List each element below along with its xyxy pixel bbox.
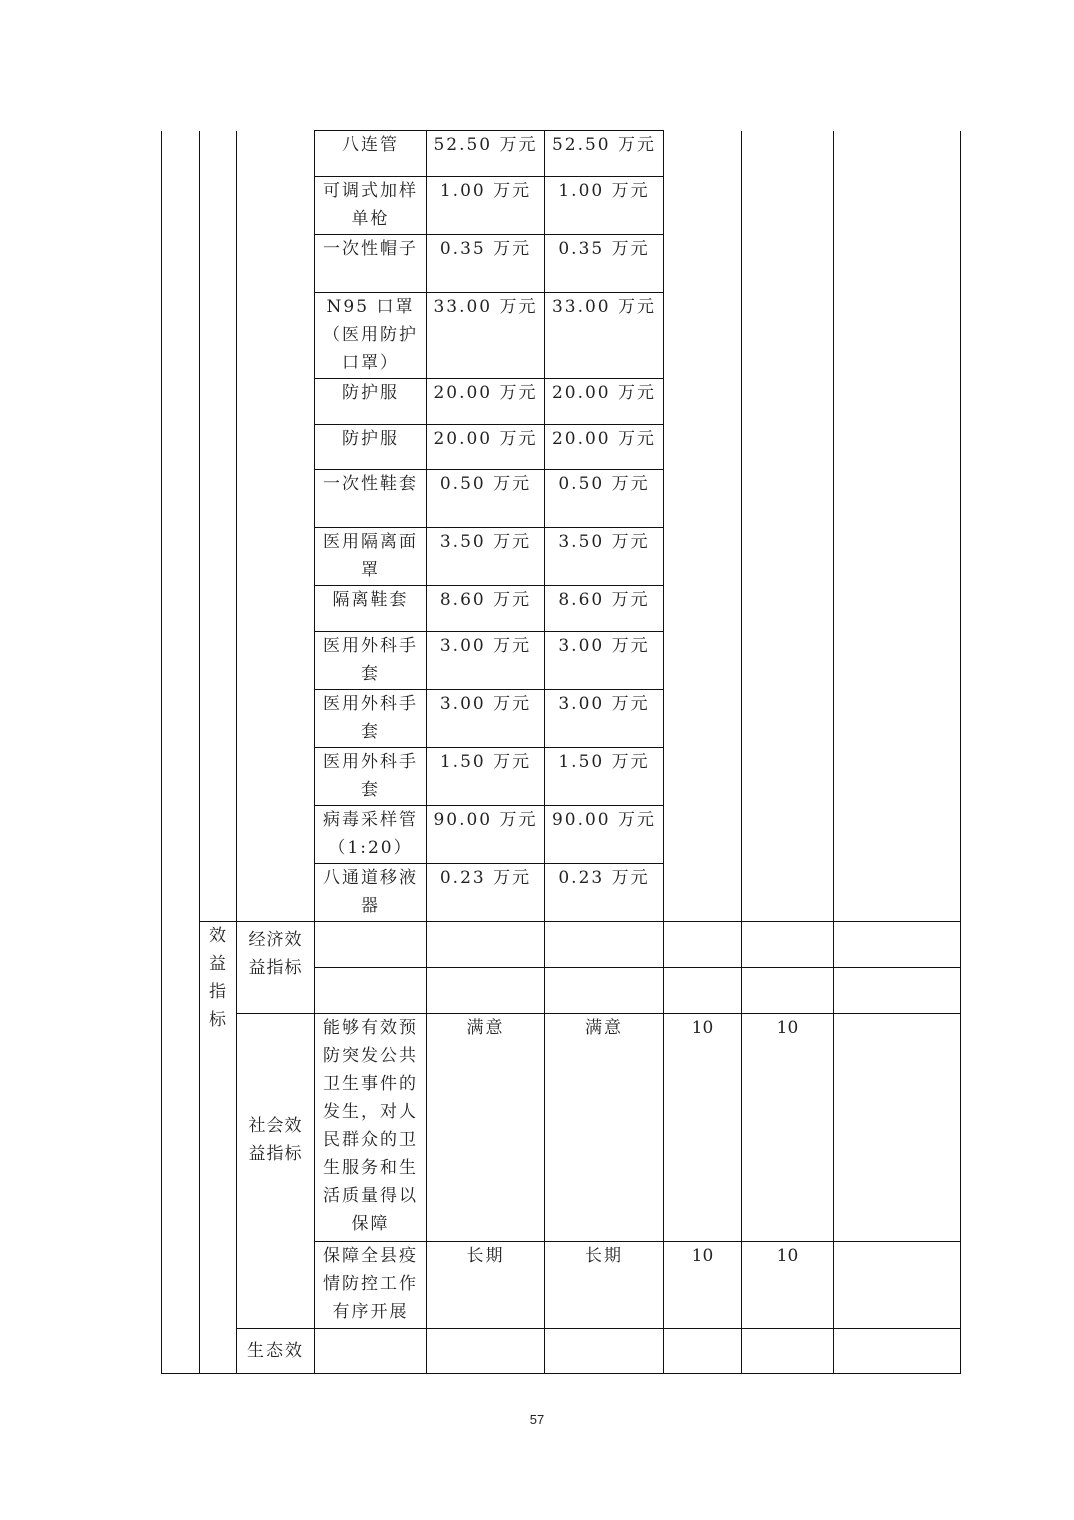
- empty-cell: [834, 1329, 961, 1374]
- item-name: 医用外科手套: [315, 632, 427, 690]
- item-name: 一次性帽子: [315, 235, 427, 293]
- item-planned: 3.00 万元: [427, 690, 545, 748]
- item-actual: 3.00 万元: [545, 690, 664, 748]
- item-planned: 90.00 万元: [427, 806, 545, 864]
- item-name: 防护服: [315, 425, 427, 470]
- item-planned: 3.00 万元: [427, 632, 545, 690]
- col8-blank: [742, 131, 834, 922]
- empty-cell: [315, 968, 427, 1014]
- item-planned: 1.50 万元: [427, 748, 545, 806]
- empty-cell: [742, 968, 834, 1014]
- social-actual: 长期: [545, 1242, 664, 1329]
- empty-cell: [427, 922, 545, 968]
- item-actual: 0.50 万元: [545, 470, 664, 528]
- item-name: 医用隔离面罩: [315, 528, 427, 586]
- social-weight: 10: [664, 1242, 742, 1329]
- item-planned: 20.00 万元: [427, 379, 545, 425]
- item-planned: 52.50 万元: [427, 131, 545, 177]
- item-name: 防护服: [315, 379, 427, 425]
- social-benefit-label: 社会效益指标: [237, 1014, 315, 1329]
- item-planned: 1.00 万元: [427, 177, 545, 235]
- item-actual: 33.00 万元: [545, 293, 664, 379]
- empty-cell: [427, 968, 545, 1014]
- item-planned: 0.35 万元: [427, 235, 545, 293]
- ecological-benefit-label: 生态效: [237, 1329, 315, 1374]
- empty-cell: [664, 922, 742, 968]
- page-number: 57: [529, 1412, 545, 1427]
- item-actual: 20.00 万元: [545, 379, 664, 425]
- empty-cell: [545, 922, 664, 968]
- empty-cell: [742, 1329, 834, 1374]
- item-name: 可调式加样单枪: [315, 177, 427, 235]
- social-weight: 10: [664, 1014, 742, 1242]
- empty-cell: [834, 968, 961, 1014]
- item-name: 病毒采样管（1:20）: [315, 806, 427, 864]
- col1-blank: [162, 131, 200, 1374]
- empty-cell: [664, 968, 742, 1014]
- empty-cell: [834, 1014, 961, 1242]
- social-indicator: 能够有效预防突发公共卫生事件的发生，对人民群众的卫生服务和生活质量得以保障: [315, 1014, 427, 1242]
- item-actual: 52.50 万元: [545, 131, 664, 177]
- social-score: 10: [742, 1242, 834, 1329]
- empty-cell: [834, 922, 961, 968]
- item-name: 八通道移液器: [315, 864, 427, 922]
- social-target: 满意: [427, 1014, 545, 1242]
- item-actual: 0.23 万元: [545, 864, 664, 922]
- item-name: 隔离鞋套: [315, 586, 427, 632]
- item-planned: 0.50 万元: [427, 470, 545, 528]
- item-actual: 3.50 万元: [545, 528, 664, 586]
- item-name: N95 口罩（医用防护口罩）: [315, 293, 427, 379]
- item-planned: 33.00 万元: [427, 293, 545, 379]
- item-actual: 3.00 万元: [545, 632, 664, 690]
- item-planned: 3.50 万元: [427, 528, 545, 586]
- social-actual: 满意: [545, 1014, 664, 1242]
- item-actual: 90.00 万元: [545, 806, 664, 864]
- empty-cell: [545, 1329, 664, 1374]
- item-actual: 8.60 万元: [545, 586, 664, 632]
- item-name: 八连管: [315, 131, 427, 177]
- performance-table: [161, 130, 961, 1374]
- social-indicator: 保障全县疫情防控工作有序开展: [315, 1242, 427, 1329]
- item-name: 医用外科手套: [315, 690, 427, 748]
- item-name: 一次性鞋套: [315, 470, 427, 528]
- item-actual: 1.50 万元: [545, 748, 664, 806]
- empty-cell: [315, 922, 427, 968]
- empty-cell: [315, 1329, 427, 1374]
- item-actual: 1.00 万元: [545, 177, 664, 235]
- item-planned: 20.00 万元: [427, 425, 545, 470]
- item-actual: 0.35 万元: [545, 235, 664, 293]
- empty-cell: [545, 968, 664, 1014]
- item-planned: 8.60 万元: [427, 586, 545, 632]
- col9-blank: [834, 131, 961, 922]
- benefit-category: 效益指标: [200, 922, 237, 1374]
- item-actual: 20.00 万元: [545, 425, 664, 470]
- empty-cell: [742, 922, 834, 968]
- col2-blank: [200, 131, 237, 922]
- social-target: 长期: [427, 1242, 545, 1329]
- empty-cell: [664, 1329, 742, 1374]
- economic-benefit-label: 经济效益指标: [237, 922, 315, 1014]
- empty-cell: [427, 1329, 545, 1374]
- empty-cell: [834, 1242, 961, 1329]
- item-name: 医用外科手套: [315, 748, 427, 806]
- social-score: 10: [742, 1014, 834, 1242]
- item-planned: 0.23 万元: [427, 864, 545, 922]
- col3-blank: [237, 131, 315, 922]
- col7-blank: [664, 131, 742, 922]
